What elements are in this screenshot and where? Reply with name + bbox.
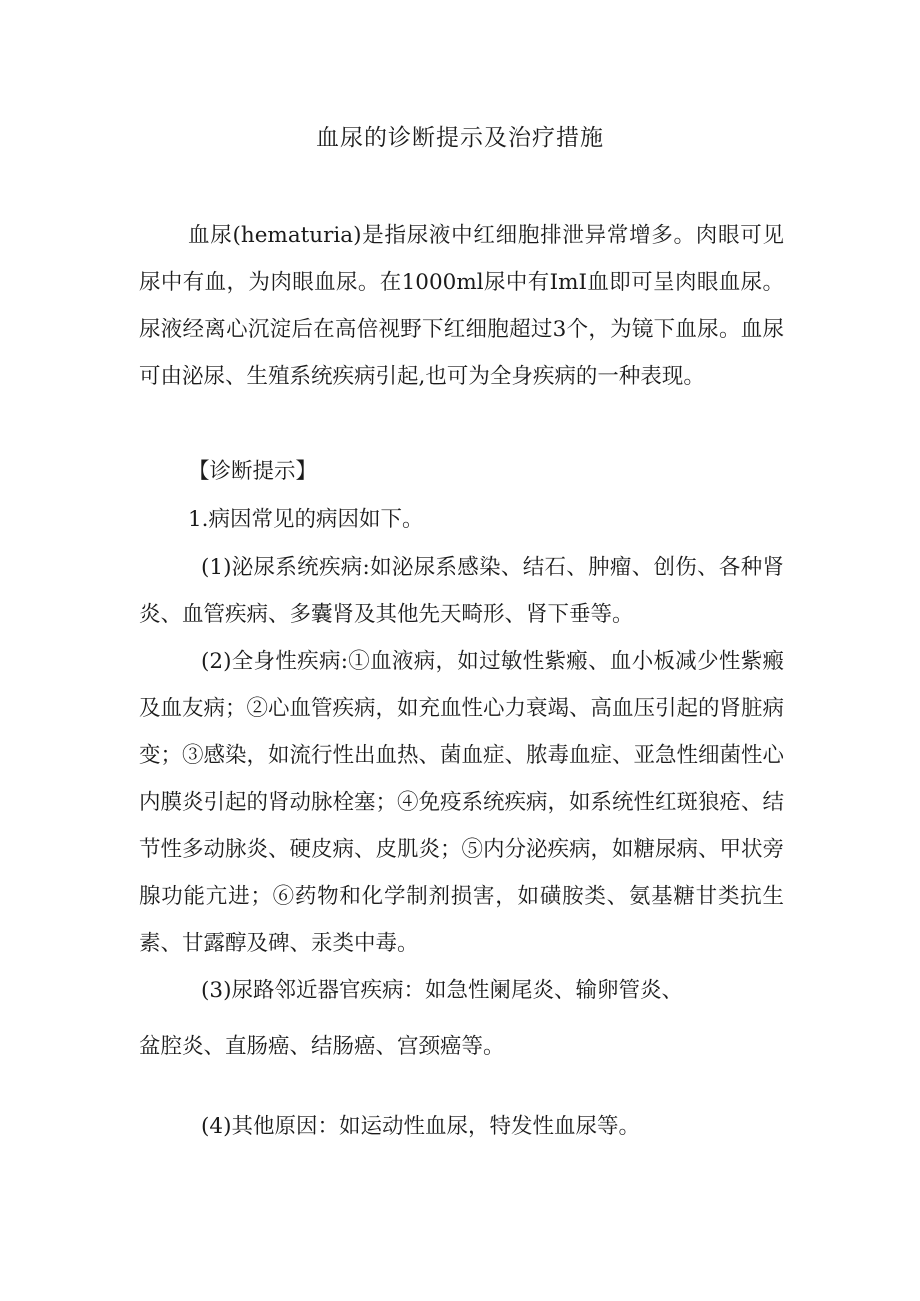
cause-intro-line: 1.病因常见的病因如下。 <box>188 507 424 532</box>
cause-urinary-system: (1)泌尿系统疾病:如泌尿系感染、结石、肿瘤、创伤、各种肾炎、血管疾病、多囊肾及其他先天畸形、肾下垂等。 <box>139 555 784 627</box>
cause-other: (4)其他原因：如运动性血尿，特发性血尿等。 <box>201 1114 640 1139</box>
cause-adjacent-organs-line1: (3)尿路邻近器官疾病：如急性阑尾炎、输卵管炎、 <box>201 978 683 1003</box>
document-title: 血尿的诊断提示及治疗措施 <box>316 125 604 151</box>
intro-paragraph: 血尿(hematuria)是指尿液中红细胞排泄异常增多。肉眼可见尿中有血，为肉眼血尿。在1000ml尿中有ImI血即可呈肉眼血尿。尿液经离心沉淀后在高倍视野下红细胞超过3个，为镜下血尿。血尿可由泌尿、生殖系统疾病引起,也可为全身疾病的一种表现。 <box>139 223 784 389</box>
section-heading: 【诊断提示】 <box>188 459 318 484</box>
cause-systemic-disease: (2)全身性疾病:①血液病，如过敏性紫瘢、血小板减少性紫瘢及血友病；②心血管疾病，如充血性心力衰竭、高血压引起的肾脏病变；③感染，如流行性出血热、菌血症、脓毒血症、亚急性细菌性心内膜炎引起的肾动脉栓塞；④免疫系统疾病，如系统性红斑狼疮、结节性多动脉炎、硬皮病、皮肌炎；⑤内分泌疾病，如糖尿病、甲状旁腺功能亢进；⑥药物和化学制剂损害，如磺胺类、氨基糖甘类抗生素、甘露醇及碑、汞类中毒。 <box>139 649 785 956</box>
cause-adjacent-organs-line2: 盆腔炎、直肠癌、结肠癌、宫颈癌等。 <box>139 1034 505 1059</box>
